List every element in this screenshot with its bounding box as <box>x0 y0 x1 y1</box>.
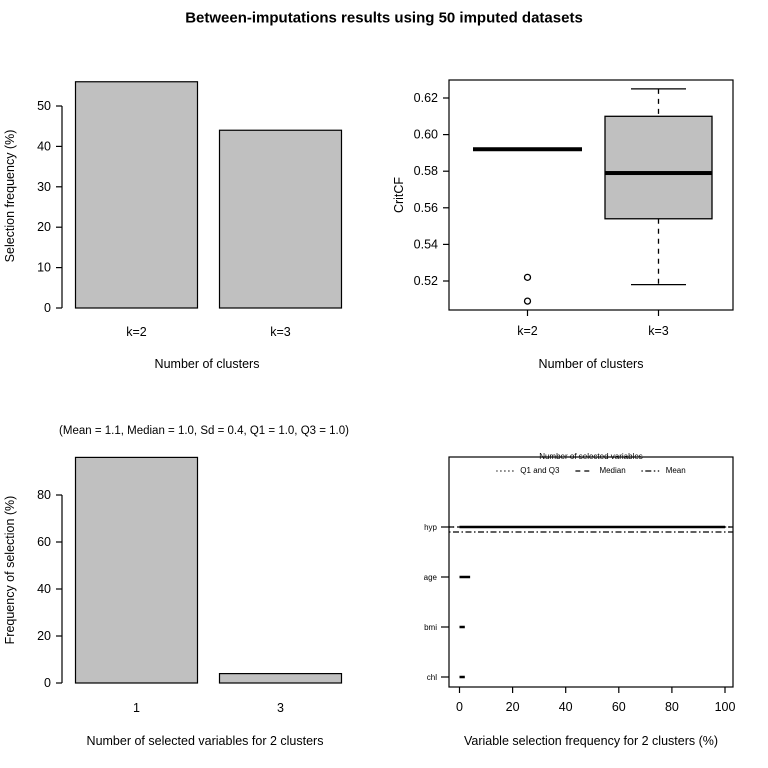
median-k=2 <box>473 147 582 151</box>
br-x-tick-label: 100 <box>714 700 736 714</box>
tl-category-label: k=3 <box>270 325 291 339</box>
legend-entry-q1q3 <box>496 466 559 475</box>
br-x-tick-label: 0 <box>456 700 463 714</box>
figure-main-title: Between-imputations results using 50 imputed datasets <box>185 9 583 27</box>
bar-k=3 <box>220 130 342 308</box>
bl-y-tick-label: 40 <box>37 582 51 596</box>
bl-y-tick-label: 80 <box>37 488 51 502</box>
br-x-tick-label: 60 <box>611 700 626 714</box>
tl-y-tick-label: 20 <box>37 220 51 235</box>
tr-y-tick-label: 0.60 <box>413 127 438 142</box>
br-x-axis-title: Variable selection frequency for 2 clusters (%) <box>463 734 719 748</box>
br-x-tick-label: 40 <box>558 700 573 714</box>
br-category-label: hyp <box>424 523 437 532</box>
legend-entry-median <box>575 466 625 475</box>
tr-category-label: k=3 <box>648 324 669 338</box>
tl-x-axis-title: Number of clusters <box>154 357 260 371</box>
tr-y-tick-label: 0.62 <box>413 91 438 105</box>
dotted-line-icon <box>496 469 514 473</box>
tl-y-tick-label: 40 <box>37 139 51 154</box>
br-category-label: age <box>423 573 437 582</box>
bl-y-tick-label: 20 <box>37 629 51 643</box>
tr-category-label: k=2 <box>517 324 538 338</box>
legend-entry-label: Mean <box>665 466 686 475</box>
tr-y-tick-label: 0.52 <box>413 274 438 288</box>
outlier-point <box>525 274 531 280</box>
dashdot-line-icon <box>642 469 660 473</box>
box-k=3 <box>605 116 712 218</box>
tl-y-tick-label: 0 <box>44 301 51 315</box>
outlier-point <box>525 298 531 304</box>
br-legend <box>496 452 685 475</box>
tr-y-tick-label: 0.58 <box>413 164 438 179</box>
br-category-label: chl <box>426 673 437 682</box>
br-x-tick-label: 80 <box>664 700 679 714</box>
tr-x-axis-title: Number of clusters <box>538 357 644 371</box>
dashed-line-icon <box>575 469 593 473</box>
bl-y-tick-label: 0 <box>44 676 51 690</box>
tl-category-label: k=2 <box>126 325 147 339</box>
legend-entry-mean <box>642 466 686 475</box>
tl-y-tick-label: 50 <box>37 99 51 113</box>
bar-nvars-3 <box>220 674 342 683</box>
bar-k=2 <box>76 82 198 308</box>
bl-y-axis-title: Frequency of selection (%) <box>3 495 17 645</box>
bl-panel-title: (Mean = 1.1, Median = 1.0, Sd = 0.4, Q1 = 1.0, Q3 = 1.0) <box>59 425 349 437</box>
median-k=3 <box>605 171 712 175</box>
br-x-tick-label: 20 <box>505 700 520 714</box>
bl-y-tick-label: 60 <box>37 535 51 549</box>
br-category-label: bmi <box>424 623 437 632</box>
tr-y-tick-label: 0.56 <box>413 200 438 215</box>
tr-y-tick-label: 0.54 <box>413 237 438 252</box>
bl-category-label: 1 <box>133 701 140 715</box>
tr-y-axis-title: CritCF <box>392 176 406 214</box>
bar-nvars-1 <box>76 457 198 683</box>
legend-entry-label: Median <box>599 466 626 475</box>
legend-entry-label: Q1 and Q3 <box>520 466 560 475</box>
bl-x-axis-title: Number of selected variables for 2 clusters <box>86 734 324 748</box>
legend-title: Number of selected variables <box>539 452 643 461</box>
tl-y-tick-label: 10 <box>37 260 51 275</box>
br-plot-frame <box>449 457 733 687</box>
bl-category-label: 3 <box>277 701 284 715</box>
legend-entries-row <box>496 466 685 475</box>
tl-y-tick-label: 30 <box>37 179 51 194</box>
tl-y-axis-title: Selection frequency (%) <box>3 129 17 263</box>
